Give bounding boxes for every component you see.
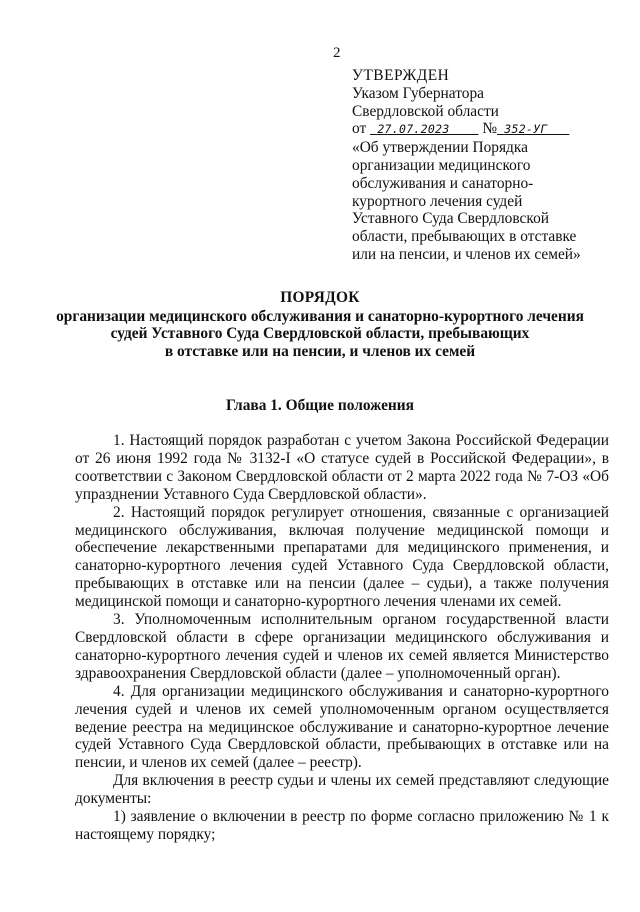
approval-quote-line: обслуживания и санаторно- [352,174,534,192]
chapter-heading: Глава 1. Общие положения [226,397,414,414]
approval-number: 352-УГ [504,122,548,137]
approval-quote-line: курортного лечения судей [352,192,523,210]
page-number: 2 [333,45,341,61]
paragraph: 2. Настоящий порядок регулирует отношения, связанные с организацией медицинского обслуживания, включая получение медицинской помощи и обеспечение лекарственными препаратами для медицинского применения, и санаторно-курортного лечения судей Уставного Суда Свердловской области, пребывающих в отставке или на пенсии (далее – судьи), а также получения медицинской помощи и санаторно-курортного лечения членами их семей. [75,503,609,611]
approval-date: 27.07.2023 [377,122,450,137]
document-title [0,289,640,360]
approval-quote-line: области, пребывающих в отставке [352,228,577,246]
number-prefix: № [482,120,498,138]
paragraph: 3. Уполномоченным исполнительным органом государственной власти Свердловской области в сфере организации медицинского обслуживания и санаторно-курортного лечения судей и членов их семей является Министерство здравоохранения Свердловской области (далее – уполномоченный орган). [75,611,609,682]
approval-quote-line: организации медицинского [352,156,531,174]
paragraph: 1. Настоящий порядок разработан с учетом Закона Российской Федерации от 26 июня 1992 года № 3132-I «О статусе судей в Российской Федерации», в соответствии с Законом Свердловской области от 2 марта 2022 года № 7-ОЗ «Об упразднении Уставного Суда Свердловской области». [75,432,609,503]
paragraph: 1) заявление о включении в реестр по форме согласно приложению № 1 к настоящему порядку; [75,808,609,843]
document-body [75,432,609,844]
approval-quote-line: или на пенсии, и членов их семей» [352,245,581,263]
title-line: в отставке или на пенсии, и членов их семей [164,342,476,360]
approval-heading: УТВЕРЖДЕН [352,67,450,84]
title-line: судей Уставного Суда Свердловской области, пребывающих [110,325,530,342]
date-prefix: от [352,120,367,138]
paragraph: Для включения в реестр судьи и члены их семей представляют следующие документы: [75,772,609,808]
approval-quote-line: Уставного Суда Свердловской [352,210,550,228]
approval-block [352,67,622,264]
paragraph: 4. Для организации медицинского обслуживания и санаторно-курортного лечения судей и членов их семей уполномоченным органом осуществляется ведение реестра на медицинское обслуживание и санаторно-курортное лечение судей Уставного Суда Свердловской области, пребывающих в отставке или на пенсии, и членов их семей (далее – реестр). [75,682,609,772]
approval-date-line [352,120,622,139]
approval-quote-line: «Об утверждении Порядка [352,139,528,157]
approval-line: Свердловской области [352,102,499,120]
title-line: организации медицинского обслуживания и санаторно-курортного лечения [56,307,584,325]
approval-line: Указом Губернатора [352,84,484,102]
title-main: ПОРЯДОК [280,289,360,306]
